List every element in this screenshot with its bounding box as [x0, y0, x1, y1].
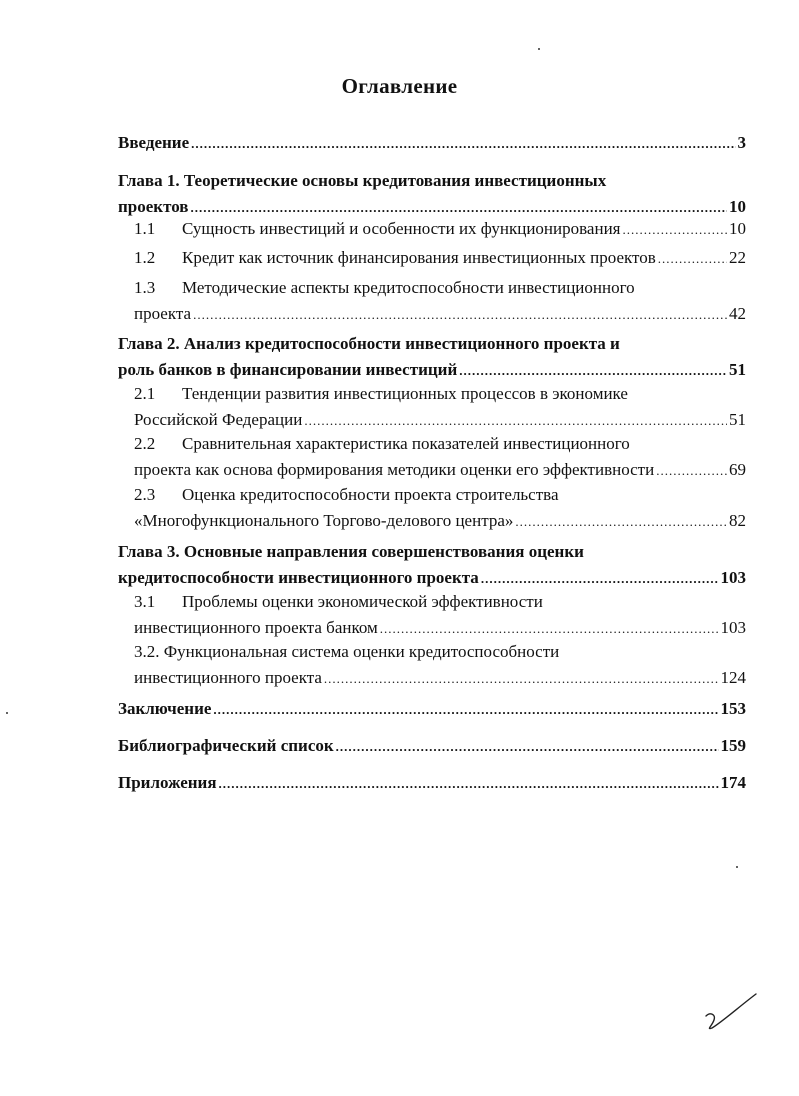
toc-label-line2: проекта	[134, 304, 192, 323]
toc-label-line1: 3.2. Функциональная система оценки кредитоспособности	[134, 642, 560, 661]
leader-dots	[459, 357, 727, 384]
toc-entry-1-1[interactable]	[134, 216, 746, 243]
leader-dots	[656, 457, 727, 484]
toc-page-number: 42	[729, 304, 746, 323]
toc-label-line2: Российской Федерации	[134, 410, 303, 429]
scan-speck	[736, 866, 738, 868]
scan-speck	[6, 712, 8, 714]
toc-entry-bibliography[interactable]	[118, 733, 746, 760]
leader-dots	[193, 301, 727, 328]
toc-entry-1-3[interactable]	[134, 275, 746, 328]
toc-label-line2: инвестиционного проекта	[134, 668, 322, 687]
toc-label-line2: роль банков в финансировании инвестиций	[118, 360, 458, 379]
scan-speck	[538, 48, 540, 50]
section-number: 2.3	[134, 485, 156, 504]
page-title: Оглавление	[341, 74, 458, 98]
toc-page-number: 82	[729, 511, 746, 530]
toc-page-number: 153	[720, 699, 746, 718]
toc-page-number: 51	[729, 360, 746, 379]
toc-page-number: 174	[720, 773, 746, 792]
toc-label: Библиографический список	[118, 736, 334, 755]
leader-dots	[336, 733, 719, 760]
toc-label: Введение	[118, 133, 190, 152]
toc-entry-2-2[interactable]	[134, 431, 746, 484]
leader-dots	[324, 665, 719, 692]
toc-label-line1: Глава 2. Анализ кредитоспособности инвестиционного проекта и	[118, 334, 620, 353]
handwritten-check-icon	[700, 990, 760, 1035]
toc-label: Сущность инвестиций и особенности их функционирования	[182, 219, 621, 238]
toc-entry-intro[interactable]	[118, 130, 746, 157]
toc-entry-2-1[interactable]	[134, 381, 746, 434]
toc-label: Кредит как источник финансирования инвестиционных проектов	[182, 248, 656, 267]
toc-label: Приложения	[118, 773, 217, 792]
toc-label-line2: кредитоспособности инвестиционного проекта	[118, 568, 479, 587]
section-number: 3.1	[134, 592, 156, 611]
toc-label-line1: Тенденции развития инвестиционных процессов в экономике	[182, 384, 628, 403]
leader-dots	[380, 615, 719, 642]
section-number: 2.1	[134, 384, 156, 403]
leader-dots	[213, 696, 718, 723]
toc-entry-3-1[interactable]	[134, 589, 746, 642]
toc-page-number: 159	[720, 736, 746, 755]
section-number: 1.3	[134, 278, 156, 297]
toc-label-line2: «Многофункционального Торгово-делового центра»	[134, 511, 514, 530]
toc-label-line1: Проблемы оценки экономической эффективности	[182, 592, 543, 611]
toc-entry-1-2[interactable]	[134, 245, 746, 272]
leader-dots	[658, 245, 727, 272]
leader-dots	[515, 508, 727, 535]
toc-label-line2: проекта как основа формирования методики оценки его эффективности	[134, 460, 655, 479]
toc-page-number: 3	[737, 133, 746, 152]
toc-page-number: 69	[729, 460, 746, 479]
section-number: 1.1	[134, 219, 156, 238]
leader-dots	[219, 770, 719, 797]
toc-label-line1: Глава 1. Теоретические основы кредитования инвестиционных	[118, 171, 607, 190]
toc-entry-chapter-2[interactable]	[118, 331, 746, 384]
toc-label-line1: Глава 3. Основные направления совершенствования оценки	[118, 542, 584, 561]
toc-entry-2-3[interactable]	[134, 482, 746, 535]
toc-label-line1: Оценка кредитоспособности проекта строительства	[182, 485, 559, 504]
toc-label-line2: проектов	[118, 197, 189, 216]
section-number: 1.2	[134, 248, 156, 267]
toc-page-number: 10	[729, 197, 746, 216]
toc-page-number: 103	[720, 568, 746, 587]
leader-dots	[304, 407, 727, 434]
toc-page-number: 103	[720, 618, 746, 637]
section-number: 2.2	[134, 434, 156, 453]
toc-page-number: 10	[729, 219, 746, 238]
toc-entry-chapter-1[interactable]	[118, 168, 746, 221]
toc-page-number: 51	[729, 410, 746, 429]
toc-entry-3-2[interactable]	[134, 639, 746, 692]
toc-page-number: 124	[720, 668, 746, 687]
toc-page-number: 22	[729, 248, 746, 267]
leader-dots	[191, 130, 735, 157]
leader-dots	[481, 565, 719, 592]
leader-dots	[623, 216, 728, 243]
toc-entry-appendix[interactable]	[118, 770, 746, 797]
toc-entry-chapter-3[interactable]	[118, 539, 746, 592]
toc-label-line1: Методические аспекты кредитоспособности инвестиционного	[182, 278, 635, 297]
toc-label-line2: инвестиционного проекта банком	[134, 618, 378, 637]
toc-label: Заключение	[118, 699, 212, 718]
toc-label-line1: Сравнительная характеристика показателей инвестиционного	[182, 434, 630, 453]
toc-entry-conclusion[interactable]	[118, 696, 746, 723]
